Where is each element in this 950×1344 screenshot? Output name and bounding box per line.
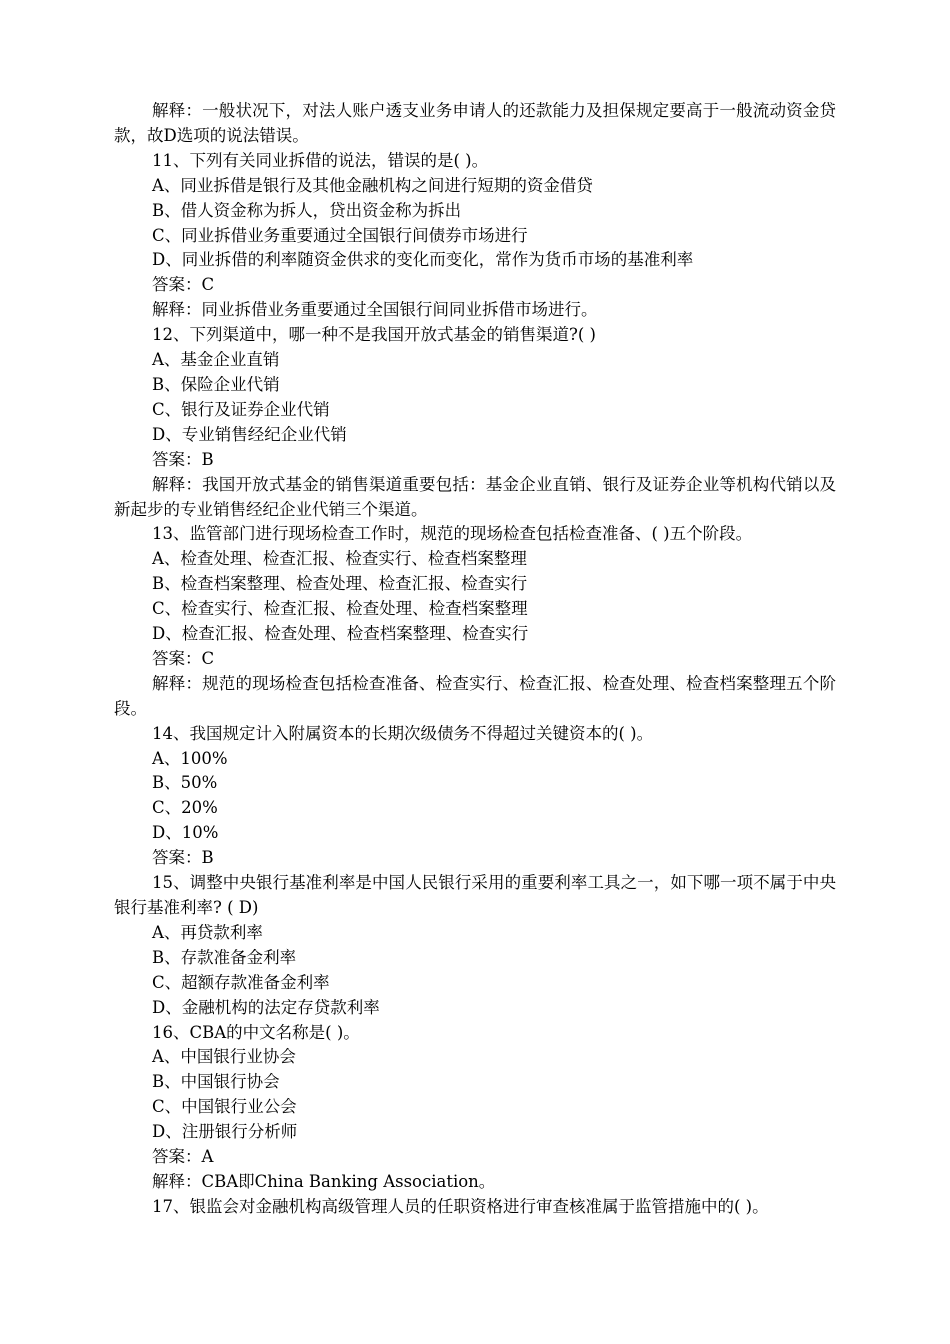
option-a: A、100% — [152, 748, 228, 768]
option-a: A、再贷款利率 — [152, 922, 263, 942]
option-d: D、10% — [152, 823, 219, 843]
option-a: A、中国银行业协会 — [152, 1047, 296, 1067]
answer: 答案：C — [152, 275, 215, 295]
option-b: B、检查档案整理、检查处理、检查汇报、检查实行 — [152, 574, 528, 594]
paragraph-explanation: 解释：一般状况下，对法人账户透支业务申请人的还款能力及担保规定要高于一般流动资金贷款，故D选项的说法错误。 — [114, 101, 836, 145]
option-d: D、检查汇报、检查处理、检查档案整理、检查实行 — [152, 624, 529, 644]
option-b: B、50% — [152, 773, 218, 793]
option-a: A、同业拆借是银行及其他金融机构之间进行短期的资金借贷 — [152, 175, 593, 195]
option-d: D、专业销售经纪企业代销 — [152, 424, 347, 444]
option-b: B、借人资金称为拆人，贷出资金称为拆出 — [152, 200, 462, 220]
question-14: 14、我国规定计入附属资本的长期次级债务不得超过关键资本的( )。 — [152, 723, 654, 743]
option-c: C、中国银行业公会 — [152, 1097, 297, 1117]
question-11: 11、下列有关同业拆借的说法，错误的是( )。 — [152, 150, 489, 170]
option-c: C、超额存款准备金利率 — [152, 972, 330, 992]
option-a: A、基金企业直销 — [152, 350, 280, 370]
option-c: C、银行及证券企业代销 — [152, 399, 330, 419]
document-page — [114, 99, 836, 1220]
question-12: 12、下列渠道中，哪一种不是我国开放式基金的销售渠道?( ) — [152, 325, 596, 345]
option-d: D、注册银行分析师 — [152, 1122, 298, 1142]
answer: 答案：B — [152, 449, 214, 469]
option-d: D、同业拆借的利率随资金供求的变化而变化，常作为货币市场的基准利率 — [152, 250, 694, 270]
option-c: C、同业拆借业务重要通过全国银行间债券市场进行 — [152, 225, 528, 245]
option-b: B、存款准备金利率 — [152, 947, 297, 967]
option-c: C、检查实行、检查汇报、检查处理、检查档案整理 — [152, 599, 528, 619]
question-13: 13、监管部门进行现场检查工作时，规范的现场检查包括检查准备、( )五个阶段。 — [152, 524, 753, 544]
option-a: A、检查处理、检查汇报、检查实行、检查档案整理 — [152, 549, 527, 569]
answer: 答案：A — [152, 1147, 214, 1167]
paragraph-explanation: 解释：我国开放式基金的销售渠道重要包括：基金企业直销、银行及证券企业等机构代销以及新起步的专业销售经纪企业代销三个渠道。 — [114, 474, 836, 519]
option-c: C、20% — [152, 798, 218, 818]
question-17: 17、银监会对金融机构高级管理人员的任职资格进行审查核准属于监管措施中的( )。 — [152, 1196, 769, 1216]
option-b: B、保险企业代销 — [152, 374, 280, 394]
option-b: B、中国银行协会 — [152, 1072, 280, 1092]
question-15: 15、调整中央银行基准利率是中国人民银行采用的重要利率工具之一，如下哪一项不属于中央银行基准利率? ( D) — [114, 873, 836, 917]
question-16: 16、CBA的中文名称是( )。 — [152, 1022, 360, 1042]
answer: 答案：B — [152, 848, 214, 868]
answer: 答案：C — [152, 648, 215, 668]
option-d: D、金融机构的法定存贷款利率 — [152, 997, 380, 1017]
paragraph-explanation: 解释：规范的现场检查包括检查准备、检查实行、检查汇报、检查处理、检查档案整理五个阶段。 — [114, 673, 836, 718]
paragraph-explanation: 解释：同业拆借业务重要通过全国银行间同业拆借市场进行。 — [152, 300, 598, 320]
paragraph-explanation: 解释：CBA即China Banking Association。 — [152, 1171, 496, 1191]
